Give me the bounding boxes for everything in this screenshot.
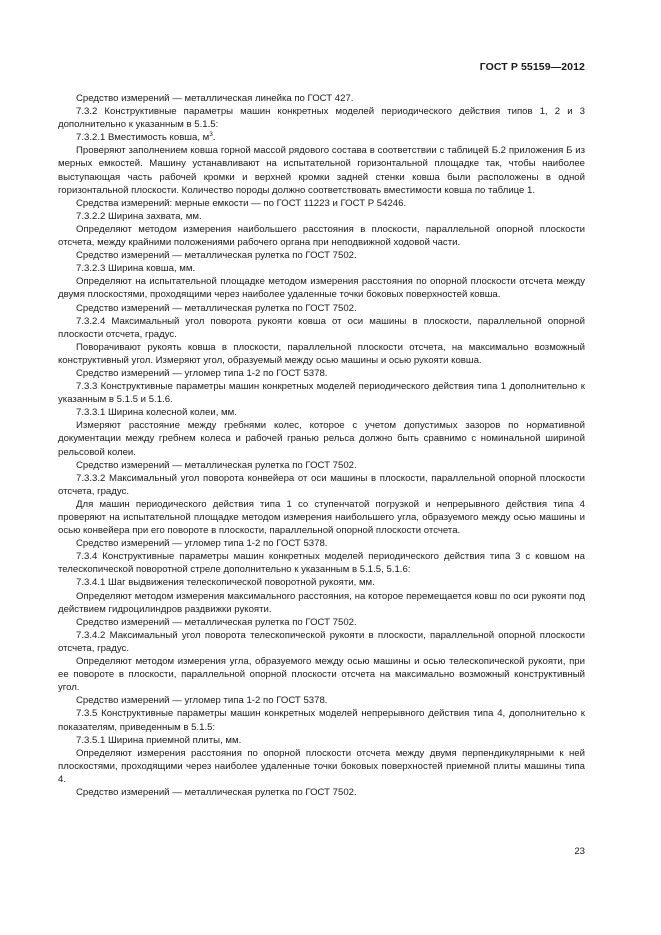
subsection-heading-trailing: . [212,132,216,144]
superscript-exponent: 3 [209,131,213,139]
subsection-heading: 7.3.5.1 Ширина приемной плиты, мм. [76,734,242,746]
subsection-heading: 7.3.3.1 Ширина колесной колеи, мм. [76,407,237,419]
page-number: 23 [574,846,585,857]
section-heading: 7.3.2 Конструктивные параметры машин конкретных моделей периодического действия типов 1, 2 и 3 дополнительно к указанным в 5.1.5: [58,106,585,131]
section-heading: 7.3.3 Конструктивные параметры машин конкретных моделей периодического действия типа 1 дополнительно к указанным в 5.1.5 и 5.1.6. [58,381,585,406]
paragraph: Средство измерений — металлическая линейка по ГОСТ 427. [76,93,354,104]
paragraph: Поворачивают рукоять ковша в плоскости, параллельной плоскости отсчета, на максимально возможный конструктивный угол. Измеряют угол, образуемый между осью машины и осью рукояти ковша. [58,341,585,366]
paragraph: Средство измерений — металлическая рулетка по ГОСТ 7502. [76,616,357,628]
paragraph: Средство измерений — металлическая рулетка по ГОСТ 7502. [76,459,357,471]
paragraph: Определяют на испытательной площадке методом измерения расстояния по опорной плоскости отсчета между двумя плоскостями, проходящими через наиболее удаленные точки боковых поверхностей ковша. [58,276,585,301]
paragraph: Средство измерений — угломер типа 1-2 по ГОСТ 5378. [76,695,328,707]
paragraph: Средство измерений — угломер типа 1-2 по ГОСТ 5378. [76,367,328,379]
paragraph: Определяют методом измерения угла, образуемого между осью машины и осью телескопической рукояти, при ее повороте в плоскости, параллельной опорной плоскости отсчета на максимально возможный конструктивный угол. [58,656,585,694]
section-heading: 7.3.5 Конструктивные параметры машин конкретных моделей непрерывного действия типа 4, дополнительно к показателям, приведенным в 5.1.5: [58,708,585,733]
document-header-title: ГОСТ Р 55159—2012 [479,61,585,73]
document-body [58,92,585,799]
subsection-heading: 7.3.4.2 Максимальный угол поворота телескопической рукояти в плоскости, параллельной опорной плоскости отсчета, градус. [58,629,585,654]
paragraph: Проверяют заполнением ковша горной массой рядового состава в соответствии с таблицей Б.2 приложения Б из мерных емкостей. Машину устанавливают на испытательной горизонтальной площадке так, чтобы наиболее выступающая часть рабочей кромки и верхней кромки задней стенки ковша были расположены в одной горизонтальной плоскости. Количество породы должно соответствовать вместимости ковша по таблице 1. [58,145,585,196]
paragraph: Средство измерений — металлическая рулетка по ГОСТ 7502. [76,250,357,262]
paragraph: Средства измерений: мерные емкости — по ГОСТ 11223 и ГОСТ Р 54246. [76,197,407,209]
subsection-heading: 7.3.2.4 Максимальный угол поворота рукояти ковша от оси машины в плоскости, параллельной опорной плоскости отсчета, градус. [58,315,585,340]
subsection-heading: 7.3.4.1 Шаг выдвижения телескопической поворотной рукояти, мм. [76,577,375,589]
paragraph: Средство измерений — угломер типа 1-2 по ГОСТ 5378. [76,538,328,550]
paragraph: Определяют методом измерения наибольшего расстояния в плоскости, параллельной опорной плоскости отсчета, между крайними положениями рабочего органа при неподвижной ходовой части. [58,223,585,249]
paragraph: Измеряют расстояние между гребнями колес, которое с учетом допустимых зазоров по нормативной документации между гребнем колеса и рабочей гранью рельса должно быть сравнимо с номинальной шириной рельсовой колеи. [58,420,585,458]
paragraph: Средство измерений — металлическая рулетка по ГОСТ 7502. [76,786,357,798]
paragraph: Средство измерений — металлическая рулетка по ГОСТ 7502. [76,302,357,314]
section-heading: 7.3.4 Конструктивные параметры машин конкретных моделей периодического действия типа 3 с ковшом на телескопической поворотной стреле дополнительно к указанным в 5.1.5, 5.1.6: [58,551,585,576]
paragraph: Определяют измерения расстояния по опорной плоскости отсчета между двумя перпендикулярными к ней плоскостями, проходящими через наиболее удаленные точки боковых поверхностей приемной плиты машины типа 4. [58,747,585,785]
subsection-heading: 7.3.2.2 Ширина захвата, мм. [76,210,202,222]
subsection-heading: 7.3.2.3 Ширина ковша, мм. [76,263,196,275]
subsection-heading-text: 7.3.2.1 Вместимость ковша, м [76,132,210,144]
subsection-heading: 7.3.3.2 Максимальный угол поворота конвейера от оси машины в плоскости, параллельной опорной плоскости отсчета, градус. [58,472,585,497]
subsection-heading [58,131,585,144]
paragraph: Определяют методом измерения максимального расстояния, на которое перемещается ковш по оси рукояти под действием гидроцилиндров раздвижки рукояти. [58,590,585,615]
paragraph: Для машин периодического действия типа 1 со ступенчатой погрузкой и непрерывного действия типа 4 проверяют на испытательной площадке методом измерения наибольшего угла, образуемого между осью машины и осью конвейера при его повороте в плоскости, параллельной опорной плоскости отсчета. [58,498,585,537]
